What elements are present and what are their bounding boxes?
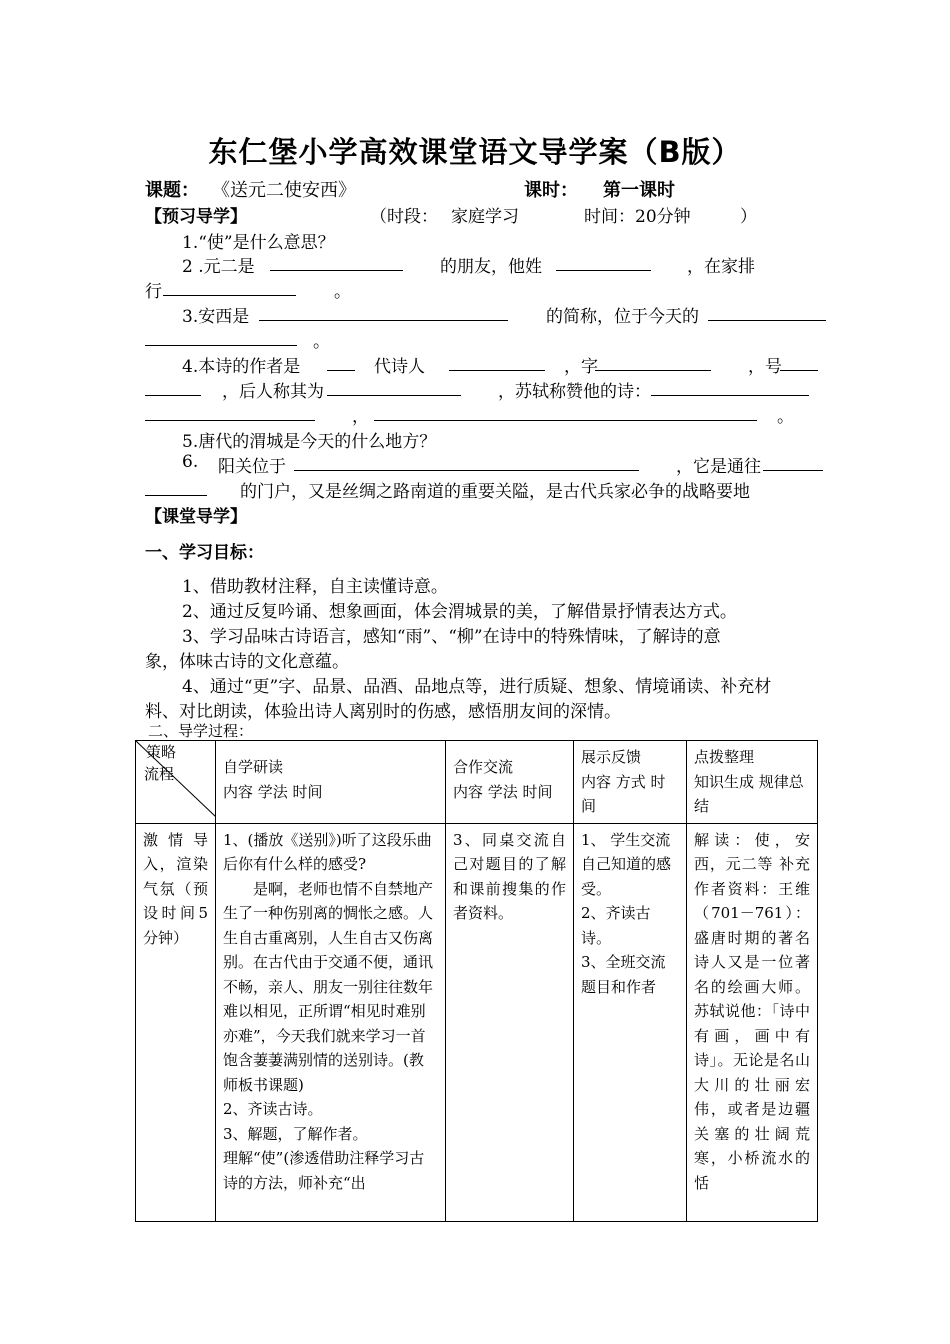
coop-header: [446, 741, 574, 824]
question-4-comma: ，: [352, 407, 369, 427]
topic-value: 《送元二使安西》: [212, 180, 356, 201]
question-4-part-a: 4.本诗的作者是: [182, 357, 301, 377]
blank-line: [163, 295, 296, 296]
corner-header-cell: [136, 741, 216, 824]
question-3-part-a: 3.安西是: [182, 307, 250, 327]
preview-meta-prefix: （时段：: [370, 207, 438, 227]
blank-line: [556, 270, 651, 271]
topic-label: 课题：: [145, 180, 199, 201]
question-3-end: 。: [313, 332, 330, 352]
show-title: 展示反馈: [581, 748, 642, 766]
question-2-part-a: 2 .元二是: [182, 257, 255, 277]
guide-table: [135, 740, 818, 1222]
goals-heading: 一、学习目标：: [145, 543, 264, 563]
classroom-section-heading: 【课堂导学】: [145, 507, 247, 527]
question-6-number: 6.: [182, 452, 199, 472]
preview-meta-close: ）: [740, 207, 757, 227]
show-item: 1、 学生交流自己知道的感受。: [581, 830, 672, 898]
process-heading: 二、导学过程：: [148, 722, 254, 740]
question-2-part-c: ，在家排: [687, 257, 755, 277]
question-4-part-c: ，字: [564, 357, 598, 377]
preview-section-heading: 【预习导学】: [145, 207, 247, 227]
question-4-end: 。: [777, 407, 794, 427]
strategy-cell: 激情导入，渲染气氛（预设时间5分钟）: [136, 823, 216, 1221]
question-2-end: 。: [334, 282, 351, 302]
blank-line: [145, 345, 297, 346]
goal-3-line-2: 象，体味古诗的文化意蕴。: [145, 652, 349, 672]
blank-line: [145, 495, 207, 496]
self-study-item: 2、齐读古诗。: [223, 1100, 323, 1118]
goal-3-line-1: 3、学习品味古诗语言，感知“雨”、“柳”在诗中的特殊情味，了解诗的意: [182, 627, 721, 647]
show-subtitle: 内容 方式 时间: [581, 772, 666, 815]
blank-line: [374, 420, 757, 421]
blank-line: [270, 270, 403, 271]
question-6-part-c: 的门户，又是丝绸之路南道的重要关隘，是古代兵家必争的战略要地: [240, 482, 750, 502]
page-title: 东仁堡小学高效课堂语文导学案（B版）: [208, 135, 742, 169]
goal-1: 1、借助教材注释，自主读懂诗意。: [182, 577, 448, 597]
blank-line: [327, 395, 461, 396]
self-study-item: 是啊，老师也情不自禁地产生了一种伤别离的惆怅之感。人生自古重离别，人生自古又伤离别。在古代由于交通不便，通讯不畅，亲人、朋友一别往往数年难以相见，正所谓“相见时难别亦难”，今天我们就来学习一首饱含萋萋满别情的送别诗。(教师板书课题): [223, 879, 434, 1094]
question-2-part-b: 的朋友，他姓: [440, 257, 542, 277]
show-item: 3、全班交流题目和作者: [581, 953, 666, 996]
goal-4-line-2: 料、对比朗读，体验出诗人离别时的伤感，感悟朋友间的深情。: [145, 702, 621, 722]
show-header: [574, 741, 687, 824]
blank-line: [595, 370, 711, 371]
coop-cell: 3、同桌交流自己对题目的了解和课前搜集的作者资料。: [446, 823, 574, 1221]
coop-title: 合作交流: [453, 758, 514, 776]
question-4-part-d: ，号: [748, 357, 782, 377]
blank-line: [708, 320, 826, 321]
corner-bottom-label: 流程: [144, 765, 175, 783]
question-4-part-e: ，后人称其为: [222, 382, 324, 402]
self-study-header: [216, 741, 446, 824]
table-row: [136, 823, 818, 1221]
period-label: 课时：: [524, 180, 578, 201]
show-item: 2、齐读古诗。: [581, 904, 651, 947]
blank-line: [259, 320, 508, 321]
blank-line: [780, 370, 818, 371]
blank-line: [651, 395, 809, 396]
point-title: 点拨整理: [694, 748, 755, 766]
question-6-part-b: ，它是通往: [676, 457, 761, 477]
point-cell: 解读：使，安西，元二等 补充作者资料：王维（701－761）：盛唐时期的著名诗人又是一位著名的绘画大师。苏轼说他：｢诗中有画，画中有诗｣。无论是名山大川的壮丽宏伟，或者是边疆关塞的壮阔荒寒，小桥流水的恬: [687, 823, 818, 1221]
blank-line: [449, 370, 545, 371]
blank-line: [327, 370, 355, 371]
question-4-part-b: 代诗人: [374, 357, 425, 377]
period-value: 第一课时: [603, 180, 675, 201]
blank-line: [294, 470, 639, 471]
self-study-cell: [216, 823, 446, 1221]
question-3-part-b: 的简称，位于今天的: [546, 307, 699, 327]
corner-top-label: 策略: [146, 743, 177, 761]
blank-line: [145, 395, 201, 396]
self-study-item: 1、(播放《送别》)听了这段乐曲后你有什么样的感受?: [223, 830, 432, 873]
self-study-title: 自学研读: [223, 758, 284, 776]
blank-line: [145, 420, 315, 421]
question-1: 1.“使”是什么意思？: [182, 233, 335, 253]
self-study-item: 3、解题，了解作者。: [223, 1124, 368, 1143]
blank-line: [763, 470, 823, 471]
preview-meta-place: 家庭学习: [451, 207, 519, 227]
coop-subtitle: 内容 学法 时间: [453, 782, 553, 801]
point-header: [687, 741, 818, 824]
goal-4-line-1: 4、通过“更”字、品景、品酒、品地点等，进行质疑、想象、情境诵读、补充材: [182, 677, 772, 697]
question-4-part-f: ，苏轼称赞他的诗：: [498, 382, 651, 402]
point-subtitle: 知识生成 规律总结: [694, 772, 804, 815]
preview-meta-time: 时间：20分钟: [584, 207, 691, 227]
self-study-subtitle: 内容 学法 时间: [223, 782, 323, 801]
question-5: 5.唐代的渭城是今天的什么地方？: [182, 432, 437, 452]
goal-2: 2、通过反复吟诵、想象画面，体会渭城景的美，了解借景抒情表达方式。: [182, 602, 737, 622]
question-6-part-a: 阳关位于: [218, 457, 286, 477]
question-2-part-d: 行: [145, 282, 162, 302]
show-cell: [574, 823, 687, 1221]
table-header-row: [136, 741, 818, 824]
self-study-item: 理解“使”(渗透借助注释学习古诗的方法，师补充“出: [223, 1149, 425, 1192]
